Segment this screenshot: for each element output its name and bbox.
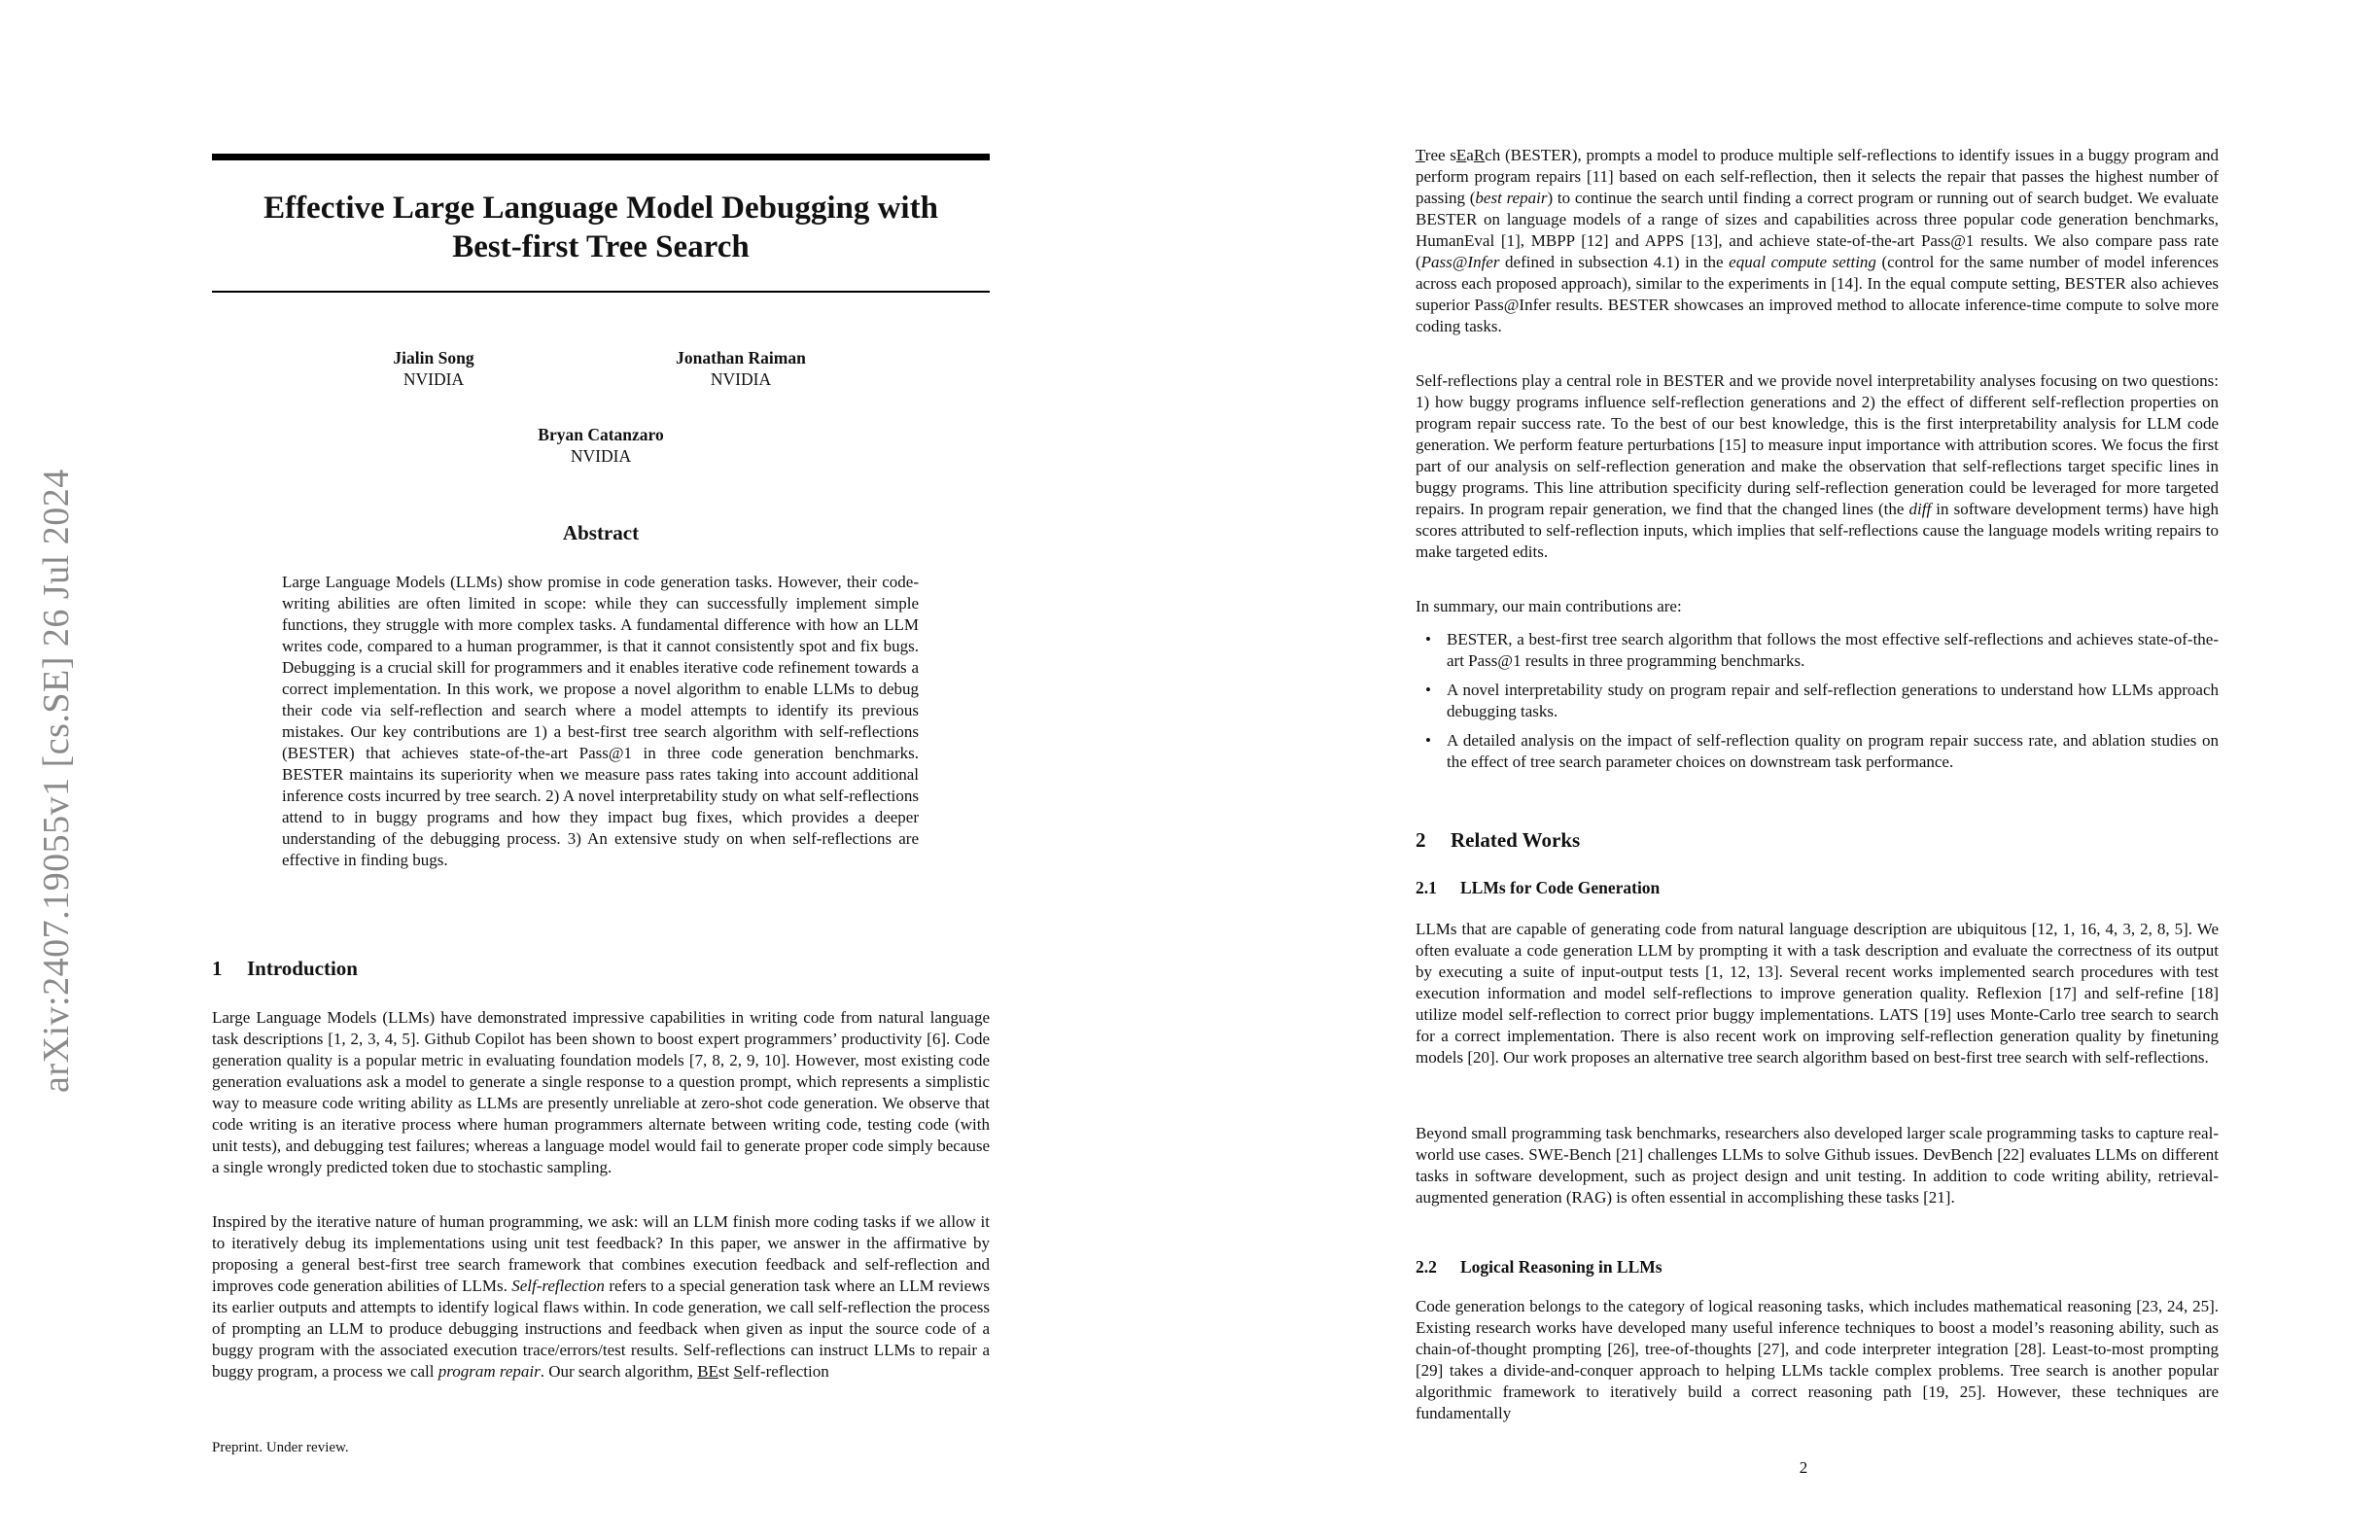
- text-run: a: [1466, 146, 1474, 164]
- author-name: Jonathan Raiman: [676, 348, 806, 368]
- text-run-italic: equal compute setting: [1729, 253, 1876, 271]
- text-run: in software development terms) have high scores attributed to self-reflection inputs, which implies that self-reflections cause the language models writing repairs to make targeted edits.: [1416, 500, 2220, 561]
- subsection-2-2-heading: [1416, 1257, 1662, 1278]
- text-run: defined in subsection 4.1) in the: [1505, 253, 1724, 271]
- text-run: (control for the same number of model inferences across each proposed approach), similar to the experiments in [14]. In the equal compute setting, BESTER also achieves superior Pass@Infer results. BESTER showcases an improved method to allocate inference-time compute to solve more coding tasks.: [1416, 253, 2220, 335]
- text-run: elf-reflection: [742, 1362, 829, 1381]
- text-run: . Our search algorithm,: [540, 1362, 693, 1381]
- author-name: Bryan Catanzaro: [538, 425, 664, 444]
- text-run: ch: [1485, 146, 1501, 164]
- intro-paragraph-1: Large Language Models (LLMs) have demonstrated impressive capabilities in writing code from natural language task descriptions [1, 2, 3, 4, 5]. Github Copilot has been shown to boost expert programmers’ productivity [6]. Code generation quality is a popular metric in evaluating foundation models [7, 8, 2, 9, 10]. However, most existing code generation evaluations ask a model to generate a single response to a question prompt, which represents a simplistic way to measure code writing ability as LLMs are presently unreliable at zero-shot code generation. We observe that code writing is an iterative process where human programmers alternate between writing code, testing code (with unit tests), and debugging test failures; whereas a language model would fail to generate proper code simply because a single wrongly predicted token due to stochastic sampling.: [212, 1008, 990, 1176]
- section-number: 1: [212, 957, 223, 980]
- bullet-glyph: •: [1425, 681, 1431, 699]
- text-run: Self-reflections play a central role in BESTER and we provide novel interpretability analyses focusing on two questions: 1) how buggy programs influence self-reflection generations and 2) the effect of different self-reflection properties on program repair success rate. To the best of our best knowledge, this is the first interpretability analysis for LLM code generation. We perform feature perturbations [15] to measure input importance with attribution scores. We focus the first part of our analysis on self-reflection generation and make the observation that self-reflections target specific lines in buggy programs. This line attribution specificity during self-reflection generation could be leveraged for more targeted repairs. In program repair generation, we find that the changed lines (the: [1416, 371, 2219, 518]
- author-3: [474, 424, 727, 467]
- author-name: Jialin Song: [393, 348, 474, 368]
- text-run: ) to continue the search until finding a correct program or running out of search budget. We evaluate BESTER on language models of a range of sizes and capabilities across three popular code generation benchmarks, HumanEval [1], MBPP [12] and APPS [13], and achieve state-of-the-art Pass@1 results. We also compare pass rate (: [1416, 189, 2219, 271]
- author-affiliation: NVIDIA: [710, 369, 772, 389]
- list-item-text: A novel interpretability study on program repair and self-reflection generations to understand how LLMs approach debugging tasks.: [1447, 681, 2219, 720]
- page-number: 2: [1799, 1458, 1808, 1477]
- title-bottom-rule: [212, 291, 990, 293]
- text-run-underlined: E: [1455, 146, 1467, 164]
- author-2: [614, 347, 867, 390]
- text-run-italic: Pass@Infer: [1420, 253, 1500, 271]
- section-number: 2: [1416, 828, 1426, 852]
- section-introduction-heading: [212, 957, 358, 981]
- paper-title: [212, 189, 990, 266]
- logical-reasoning-paragraph: Code generation belongs to the category of logical reasoning tasks, which includes mathematical reasoning [23, 24, 25]. Existing research works have developed many useful inference techniques to boost a model’s reasoning ability, such as chain-of-thought prompting [26], tree-of-thoughts [27], and code interpreter integration [28]. Least-to-most prompting [29] takes a divide-and-conquer approach to helping LLMs tackle complex problems. Tree search is another popular algorithmic framework to iteratively build a correct reasoning path [19, 25]. However, these techniques are fundamentally: [1416, 1297, 2219, 1422]
- subsection-title: LLMs for Code Generation: [1460, 878, 1661, 897]
- text-run-italic: program repair: [438, 1362, 541, 1381]
- subsection-2-1-heading: [1416, 878, 1660, 898]
- text-run-underlined: S: [733, 1362, 743, 1381]
- contributions-list: [1416, 629, 2219, 781]
- author-1: [307, 347, 560, 390]
- text-run-underlined: R: [1473, 146, 1486, 164]
- text-run-italic: diff: [1908, 500, 1932, 518]
- section-title: Related Works: [1451, 828, 1581, 852]
- author-affiliation: NVIDIA: [570, 446, 632, 466]
- section-title: Introduction: [247, 957, 358, 980]
- list-item-text: A detailed analysis on the impact of self-reflection quality on program repair success rate, and ablation studies on the effect of tree search parameter choices on downstream task performance.: [1447, 731, 2219, 771]
- title-line-1: Effective Large Language Model Debugging with: [263, 191, 938, 226]
- interpretability-paragraph: [1416, 370, 2219, 563]
- text-run: refers to a special generation task where an LLM reviews its earlier outputs and attempts to identify logical flaws within. In code generation, we call self-reflection the process of prompting an LLM to produce debugging instructions and feedback when given as input the source code of a buggy program with the associated execution trace/errors/test results. Self-reflections can instruct LLMs to repair a buggy program, a process we call: [212, 1277, 991, 1381]
- section-related-works-heading: [1416, 828, 1580, 853]
- text-run-underlined: T: [1416, 146, 1425, 164]
- text-run: Inspired by the iterative nature of human programming, we ask: will an LLM finish more coding tasks if we allow it to iteratively debug its implementations using unit test feedback? In this paper, we answer in the affirmative by proposing a general best-first tree search framework that combines execution feedback and self-reflection and improves code generation abilities of LLMs.: [212, 1212, 990, 1295]
- text-run-italic: best repair: [1475, 189, 1548, 207]
- page-2: [1190, 0, 2380, 1540]
- text-run: st: [718, 1362, 734, 1381]
- author-affiliation: NVIDIA: [402, 369, 465, 389]
- related-works-paragraph-1: LLMs that are capable of generating code from natural language description are ubiquitous [12, 1, 16, 4, 3, 2, 8, 5]. We often evaluate a code generation LLM by prompting it with a task description and evaluate the correctness of its output by executing a suite of input-output tests [1, 12, 13]. Several recent works implemented search procedures with test execution information and model self-reflections to improve generation quality. Reflexion [17] and self-refine [18] utilize model self-reflection to correct prior buggy implementations. LATS [19] uses Monte-Carlo tree search to search for a correct implementation. There is also recent work on improving self-reflection generation quality by finetuning models [20]. Our work proposes an alternative tree search algorithm based on best-first tree search with self-reflections.: [1416, 920, 2219, 1067]
- subsection-title: Logical Reasoning in LLMs: [1460, 1257, 1662, 1277]
- text-run: (BESTER), prompts a model to produce multiple self-reflections to identify issues in a buggy program and perform program repairs [11] based on each self-reflection, then it selects the repair that passes the highest number of passing (: [1416, 146, 2220, 207]
- bullet-glyph: •: [1425, 731, 1431, 750]
- list-item: [1416, 730, 2219, 773]
- subsection-number: 2.2: [1416, 1257, 1437, 1277]
- subsection-number: 2.1: [1416, 878, 1437, 897]
- text-run-underlined: BE: [697, 1362, 718, 1381]
- summary-intro: In summary, our main contributions are:: [1416, 597, 1682, 615]
- text-run-italic: Self-reflection: [511, 1277, 605, 1295]
- footer-note: Preprint. Under review.: [212, 1440, 349, 1455]
- related-works-paragraph-2: Beyond small programming task benchmarks, researchers also developed larger scale programming tasks to capture real-world use cases. SWE-Bench [21] challenges LLMs to solve Github issues. DevBench [22] evaluates LLMs on different tasks in software development, such as project design and unit testing. In addition to code writing ability, retrieval-augmented generation (RAG) is often essential in accomplishing these tasks [21].: [1416, 1124, 2219, 1207]
- arxiv-stamp[interactable]: arXiv:2407.19055v1 [cs.SE] 26 Jul 2024: [36, 469, 77, 1093]
- list-item: [1416, 629, 2219, 672]
- list-item: [1416, 680, 2219, 722]
- title-top-rule: [212, 154, 990, 160]
- bester-paragraph: [1416, 145, 2219, 337]
- list-item-text: BESTER, a best-first tree search algorithm that follows the most effective self-reflections and achieves state-of-the-art Pass@1 results in three programming benchmarks.: [1447, 630, 2219, 670]
- bullet-glyph: •: [1425, 630, 1431, 648]
- text-run: ree s: [1424, 146, 1456, 164]
- title-line-2: Best-first Tree Search: [452, 229, 750, 264]
- intro-paragraph-2: [212, 1211, 990, 1382]
- abstract-heading: Abstract: [562, 521, 640, 544]
- abstract-text: Large Language Models (LLMs) show promise in code generation tasks. However, their code-writing abilities are often limited in scope: while they can successfully implement simple functions, they struggle with more complex tasks. A fundamental difference with how an LLM writes code, compared to a human programmer, is that it cannot consistently spot and fix bugs. Debugging is a crucial skill for programmers and it enables iterative code refinement towards a correct implementation. In this work, we propose a novel algorithm to enable LLMs to debug their code via self-reflection and search where a model attempts to identify its previous mistakes. Our key contributions are 1) a best-first tree search algorithm with self-reflections (BESTER) that achieves state-of-the-art Pass@1 in three code generation benchmarks. BESTER maintains its superiority when we measure pass rates taking into account additional inference costs incurred by tree search. 2) A novel interpretability study on what self-reflections attend to in buggy programs and how they impact bug fixes, which provides a deeper understanding of the debugging process. 3) An extensive study on when self-reflections are effective in finding bugs.: [282, 573, 919, 869]
